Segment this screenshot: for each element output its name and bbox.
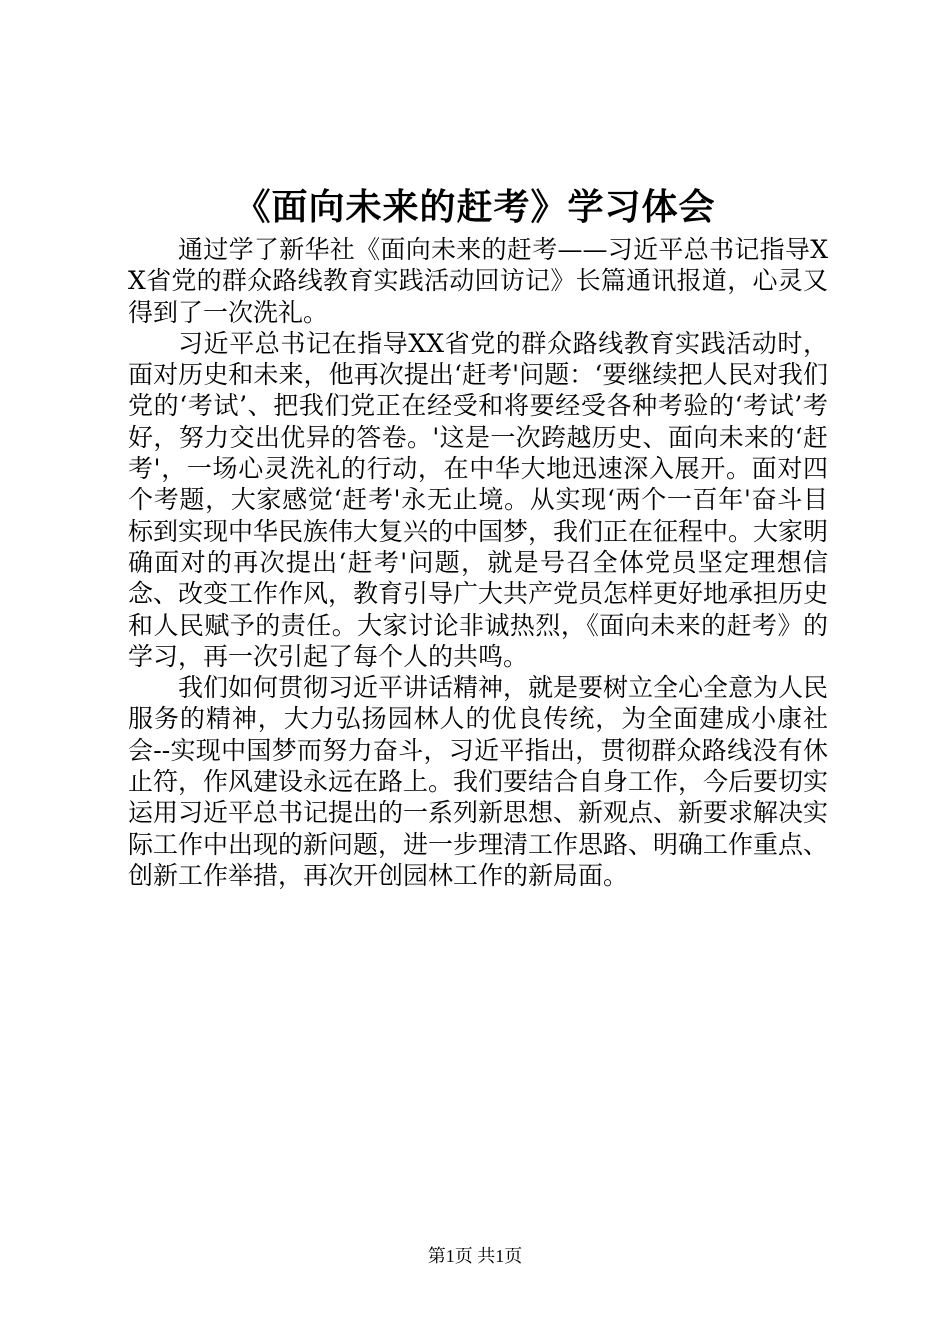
body-paragraph-3: 我们如何贯彻习近平讲话精神，就是要树立全心全意为人民服务的精神，大力弘扬园林人的优良传统，为全面建成小康社会--实现中国梦而努力奋斗，习近平指出，贯彻群众路线没有休止符，作风建设永远在路上。我们要结合自身工作，今后要切实运用习近平总书记提出的一系列新思想、新观点、新要求解决实际工作中出现的新问题，进一步理清工作思路、明确工作重点、创新工作举措，再次开创园林工作的新局面。 xyxy=(128,673,829,890)
document-title: 《面向未来的赶考》学习体会 xyxy=(234,186,716,228)
document-body xyxy=(128,234,828,891)
page-number-footer: 第1页 共1页 xyxy=(427,1246,523,1266)
body-paragraph-2: 习近平总书记在指导XX省党的群众路线教育实践活动时，面对历史和未来，他再次提出‘赶考'问题：‘要继续把人民对我们党的‘考试’、把我们党正在经受和将要经受各种考验的‘考试’考好，努力交出优异的答卷。'这是一次跨越历史、面向未来的‘赶考'，一场心灵洗礼的行动，在中华大地迅速深入展开。面对四个考题，大家感觉‘赶考'永无止境。从实现‘两个一百年'奋斗目标到实现中华民族伟大复兴的中国梦，我们正在征程中。大家明确面对的再次提出‘赶考'问题，就是号召全体党员坚定理想信念、改变工作作风，教育引导广大共产党员怎样更好地承担历史和人民赋予的责任。大家讨论非诚热烈，《面向未来的赶考》的学习，再一次引起了每个人的共鸣。 xyxy=(128,328,829,671)
body-paragraph-1: 通过学了新华社《面向未来的赶考——习近平总书记指导XX省党的群众路线教育实践活动回访记》长篇通讯报道，心灵又得到了一次洗礼。 xyxy=(128,235,828,327)
